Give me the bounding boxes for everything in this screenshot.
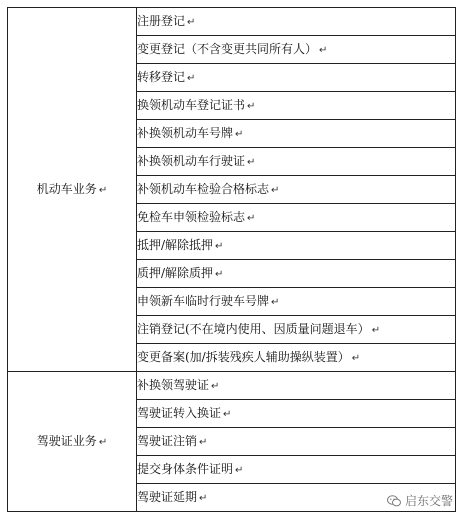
service-item-label: 驾驶证延期: [137, 489, 198, 504]
service-item-cell: [137, 260, 456, 288]
paragraph-mark: ↵: [215, 240, 224, 252]
service-item-label: 变更备案(加/拆装残疾人辅助操纵装置）: [137, 349, 350, 364]
watermark: [387, 492, 453, 509]
service-item-label: 质押/解除质押: [137, 265, 214, 280]
service-item-cell: [137, 288, 456, 316]
services-table: [7, 7, 456, 512]
paragraph-mark: ↵: [247, 100, 256, 112]
service-item-cell: [137, 92, 456, 120]
service-item-cell: [137, 428, 456, 456]
service-item-cell: [137, 64, 456, 92]
category-label: 机动车业务: [36, 181, 97, 196]
service-item-label: 注销登记(不在境内使用、因质量问题退车）: [137, 321, 370, 336]
category-cell: [8, 8, 137, 372]
services-table-body: [8, 8, 456, 512]
service-item-cell: [137, 400, 456, 428]
service-item-cell: [137, 176, 456, 204]
service-item-label: 转移登记: [137, 69, 186, 84]
paragraph-mark: ↵: [187, 72, 196, 84]
service-item-label: 注册登记: [137, 13, 186, 28]
service-item-label: 变更登记（不含变更共同所有人）: [137, 41, 318, 56]
paragraph-mark: ↵: [199, 436, 208, 448]
paragraph-mark: ↵: [371, 324, 381, 336]
service-item-cell: [137, 148, 456, 176]
service-item-cell: [137, 344, 456, 372]
service-item-label: 补换领驾驶证: [137, 377, 210, 392]
service-item-cell: [137, 372, 456, 400]
table-row: [8, 372, 456, 400]
paragraph-mark: ↵: [271, 296, 280, 308]
paragraph-mark: ↵: [98, 436, 108, 448]
service-item-label: 抵押/解除抵押: [137, 237, 214, 252]
service-item-label: 补换领机动车号牌: [137, 125, 234, 140]
service-item-label: 换领机动车登记证书: [137, 97, 246, 112]
service-item-cell: [137, 316, 456, 344]
service-item-cell: [137, 36, 456, 64]
paragraph-mark: ↵: [211, 380, 220, 392]
category-cell: [8, 372, 137, 512]
watermark-text: 启东交警: [404, 494, 453, 508]
paragraph-mark: ↵: [235, 128, 244, 140]
service-item-label: 提交身体条件证明: [137, 461, 234, 476]
service-item-cell: [137, 120, 456, 148]
paragraph-mark: ↵: [271, 184, 280, 196]
service-item-label: 申领新车临时行驶车号牌: [137, 293, 270, 308]
paragraph-mark: ↵: [351, 352, 361, 364]
service-item-label: 补领机动车检验合格标志: [137, 181, 270, 196]
paragraph-mark: ↵: [247, 212, 256, 224]
paragraph-mark: ↵: [223, 408, 232, 420]
paragraph-mark: ↵: [215, 268, 224, 280]
service-item-label: 补换领机动车行驶证: [137, 153, 246, 168]
paragraph-mark: ↵: [247, 156, 256, 168]
paragraph-mark: ↵: [187, 16, 196, 28]
paragraph-mark: ↵: [319, 44, 328, 56]
paragraph-mark: ↵: [199, 492, 208, 504]
paragraph-mark: ↵: [235, 464, 244, 476]
service-item-label: 驾驶证注销: [137, 433, 198, 448]
service-item-cell: [137, 204, 456, 232]
table-row: [8, 8, 456, 36]
paragraph-mark: ↵: [98, 184, 108, 196]
service-item-label: 驾驶证转入换证: [137, 405, 222, 420]
service-item-cell: [137, 232, 456, 260]
service-item-label: 免检车申领检验标志: [137, 209, 246, 224]
wechat-icon: [387, 495, 401, 507]
service-item-cell: [137, 456, 456, 484]
service-item-cell: [137, 8, 456, 36]
category-label: 驾驶证业务: [36, 433, 97, 448]
